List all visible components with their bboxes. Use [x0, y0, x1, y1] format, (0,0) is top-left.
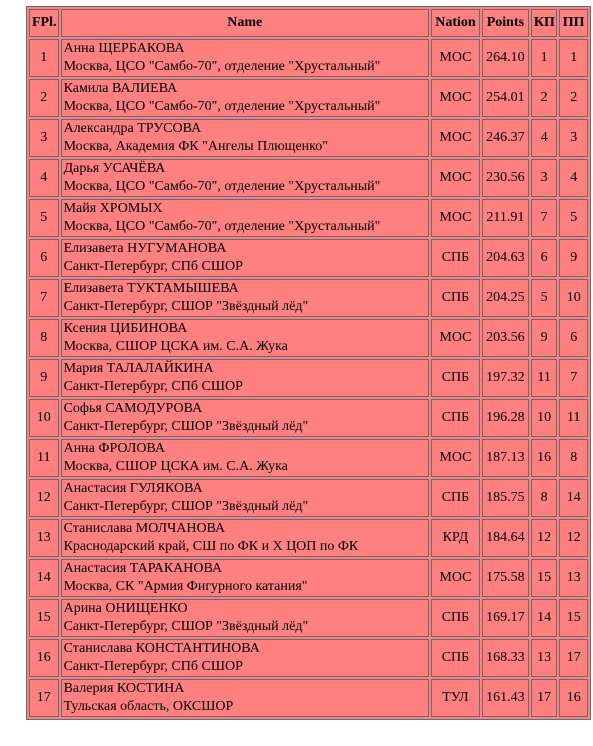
nation-cell: МОС	[431, 79, 480, 117]
skater-club: Москва, Академия ФК "Ангелы Плющенко"	[63, 139, 328, 154]
skater-name: Анна ФРОЛОВА	[63, 441, 165, 456]
place-cell: 1	[29, 39, 59, 77]
table-row	[29, 359, 588, 397]
skater-name: Станислава КОНСТАНТИНОВА	[63, 641, 260, 656]
place-cell: 15	[29, 599, 59, 637]
table-row	[29, 79, 588, 117]
points-cell: 187.13	[482, 439, 529, 477]
points-cell: 196.28	[482, 399, 529, 437]
skater-name: Софья САМОДУРОВА	[63, 401, 203, 416]
pp-cell: 17	[559, 639, 588, 677]
pp-cell: 16	[559, 679, 588, 717]
skater-cell	[61, 79, 429, 117]
pp-cell: 14	[559, 479, 588, 517]
place-cell: 8	[29, 319, 59, 357]
kp-cell: 13	[531, 639, 558, 677]
skater-club: Санкт-Петербург, СШОР "Звёздный лёд"	[63, 419, 309, 434]
table-row	[29, 599, 588, 637]
nation-cell: МОС	[431, 559, 480, 597]
skater-name: Станислава МОЛЧАНОВА	[63, 521, 226, 536]
pp-cell: 3	[559, 119, 588, 157]
kp-cell: 12	[531, 519, 558, 557]
header-kp: КП	[531, 9, 558, 37]
kp-cell: 17	[531, 679, 558, 717]
kp-cell: 15	[531, 559, 558, 597]
skater-club: Санкт-Петербург, СПб СШОР	[63, 659, 243, 674]
nation-cell: СПБ	[431, 399, 480, 437]
kp-cell: 5	[531, 279, 558, 317]
table-row	[29, 439, 588, 477]
skater-cell	[61, 679, 429, 717]
nation-cell: МОС	[431, 159, 480, 197]
kp-cell: 6	[531, 239, 558, 277]
table-row	[29, 279, 588, 317]
table-row	[29, 239, 588, 277]
pp-cell: 11	[559, 399, 588, 437]
points-cell: 184.64	[482, 519, 529, 557]
skater-name: Валерия КОСТИНА	[63, 681, 185, 696]
pp-cell: 5	[559, 199, 588, 237]
pp-cell: 4	[559, 159, 588, 197]
place-cell: 2	[29, 79, 59, 117]
skater-club: Санкт-Петербург, СШОР "Звёздный лёд"	[63, 499, 309, 514]
skater-club: Москва, ЦСО "Самбо-70", отделение "Хрустальный"	[63, 219, 381, 234]
points-cell: 264.10	[482, 39, 529, 77]
skater-club: Москва, СШОР ЦСКА им. С.А. Жука	[63, 339, 288, 354]
nation-cell: МОС	[431, 319, 480, 357]
place-cell: 6	[29, 239, 59, 277]
kp-cell: 4	[531, 119, 558, 157]
skater-cell	[61, 639, 429, 677]
place-cell: 3	[29, 119, 59, 157]
place-cell: 13	[29, 519, 59, 557]
nation-cell: МОС	[431, 199, 480, 237]
skater-club: Санкт-Петербург, СШОР "Звёздный лёд"	[63, 619, 309, 634]
skater-cell	[61, 39, 429, 77]
results-table	[26, 6, 591, 720]
nation-cell: МОС	[431, 39, 480, 77]
skater-cell	[61, 279, 429, 317]
header-place: FPl.	[29, 9, 59, 37]
results-body	[29, 39, 588, 717]
points-cell: 169.17	[482, 599, 529, 637]
nation-cell: СПБ	[431, 639, 480, 677]
table-row	[29, 319, 588, 357]
kp-cell: 7	[531, 199, 558, 237]
points-cell: 197.32	[482, 359, 529, 397]
skater-name: Камила ВАЛИЕВА	[63, 81, 178, 96]
table-row	[29, 479, 588, 517]
place-cell: 16	[29, 639, 59, 677]
pp-cell: 8	[559, 439, 588, 477]
header-row	[29, 9, 588, 37]
skater-name: Ксения ЦИБИНОВА	[63, 321, 188, 336]
table-row	[29, 39, 588, 77]
skater-club: Москва, СК "Армия Фигурного катания"	[63, 579, 308, 594]
points-cell: 175.58	[482, 559, 529, 597]
skater-cell	[61, 359, 429, 397]
skater-name: Дарья УСАЧЁВА	[63, 161, 166, 176]
skater-name: Мария ТАЛАЛАЙКИНА	[63, 361, 214, 376]
nation-cell: СПБ	[431, 599, 480, 637]
skater-name: Елизавета НУГУМАНОВА	[63, 241, 227, 256]
points-cell: 161.43	[482, 679, 529, 717]
skater-cell	[61, 519, 429, 557]
skater-club: Санкт-Петербург, СПб СШОР	[63, 379, 243, 394]
place-cell: 5	[29, 199, 59, 237]
kp-cell: 16	[531, 439, 558, 477]
nation-cell: СПБ	[431, 279, 480, 317]
header-nation: Nation	[431, 9, 480, 37]
kp-cell: 2	[531, 79, 558, 117]
skater-name: Александра ТРУСОВА	[63, 121, 202, 136]
kp-cell: 3	[531, 159, 558, 197]
skater-name: Елизавета ТУКТАМЫШЕВА	[63, 281, 239, 296]
pp-cell: 7	[559, 359, 588, 397]
skater-club: Москва, СШОР ЦСКА им. С.А. Жука	[63, 459, 288, 474]
skater-club: Тульская область, ОКСШОР	[63, 699, 234, 714]
skater-cell	[61, 479, 429, 517]
header-pp: ПП	[559, 9, 588, 37]
points-cell: 211.91	[482, 199, 529, 237]
nation-cell: ТУЛ	[431, 679, 480, 717]
pp-cell: 9	[559, 239, 588, 277]
place-cell: 17	[29, 679, 59, 717]
nation-cell: МОС	[431, 119, 480, 157]
header-points: Points	[482, 9, 529, 37]
place-cell: 7	[29, 279, 59, 317]
table-row	[29, 559, 588, 597]
skater-cell	[61, 399, 429, 437]
pp-cell: 6	[559, 319, 588, 357]
table-row	[29, 679, 588, 717]
table-row	[29, 159, 588, 197]
pp-cell: 13	[559, 559, 588, 597]
pp-cell: 12	[559, 519, 588, 557]
kp-cell: 9	[531, 319, 558, 357]
place-cell: 9	[29, 359, 59, 397]
table-row	[29, 399, 588, 437]
skater-club: Санкт-Петербург, СШОР "Звёздный лёд"	[63, 299, 309, 314]
skater-cell	[61, 199, 429, 237]
table-row	[29, 639, 588, 677]
place-cell: 10	[29, 399, 59, 437]
skater-cell	[61, 119, 429, 157]
skater-club: Санкт-Петербург, СПб СШОР	[63, 259, 243, 274]
nation-cell: СПБ	[431, 479, 480, 517]
points-cell: 204.25	[482, 279, 529, 317]
points-cell: 254.01	[482, 79, 529, 117]
skater-club: Москва, ЦСО "Самбо-70", отделение "Хрустальный"	[63, 179, 381, 194]
skater-name: Анна ЩЕРБАКОВА	[63, 41, 185, 56]
skater-cell	[61, 599, 429, 637]
points-cell: 204.63	[482, 239, 529, 277]
kp-cell: 1	[531, 39, 558, 77]
pp-cell: 2	[559, 79, 588, 117]
place-cell: 14	[29, 559, 59, 597]
skater-cell	[61, 319, 429, 357]
place-cell: 11	[29, 439, 59, 477]
nation-cell: КРД	[431, 519, 480, 557]
kp-cell: 14	[531, 599, 558, 637]
skater-club: Москва, ЦСО "Самбо-70", отделение "Хрустальный"	[63, 99, 381, 114]
kp-cell: 11	[531, 359, 558, 397]
skater-club: Краснодарский край, СШ по ФК и Х ЦОП по ФК	[63, 539, 359, 554]
place-cell: 12	[29, 479, 59, 517]
nation-cell: СПБ	[431, 239, 480, 277]
place-cell: 4	[29, 159, 59, 197]
skater-name: Анастасия ТАРАКАНОВА	[63, 561, 223, 576]
skater-name: Майя ХРОМЫХ	[63, 201, 163, 216]
nation-cell: МОС	[431, 439, 480, 477]
skater-cell	[61, 239, 429, 277]
points-cell: 185.75	[482, 479, 529, 517]
points-cell: 230.56	[482, 159, 529, 197]
kp-cell: 8	[531, 479, 558, 517]
table-row	[29, 119, 588, 157]
header-name: Name	[61, 9, 429, 37]
nation-cell: СПБ	[431, 359, 480, 397]
points-cell: 246.37	[482, 119, 529, 157]
skater-name: Анастасия ГУЛЯКОВА	[63, 481, 203, 496]
pp-cell: 1	[559, 39, 588, 77]
kp-cell: 10	[531, 399, 558, 437]
skater-cell	[61, 159, 429, 197]
pp-cell: 15	[559, 599, 588, 637]
skater-name: Арина ОНИЩЕНКО	[63, 601, 188, 616]
table-row	[29, 519, 588, 557]
points-cell: 168.33	[482, 639, 529, 677]
skater-club: Москва, ЦСО "Самбо-70", отделение "Хрустальный"	[63, 59, 381, 74]
skater-cell	[61, 439, 429, 477]
skater-cell	[61, 559, 429, 597]
points-cell: 203.56	[482, 319, 529, 357]
table-row	[29, 199, 588, 237]
pp-cell: 10	[559, 279, 588, 317]
